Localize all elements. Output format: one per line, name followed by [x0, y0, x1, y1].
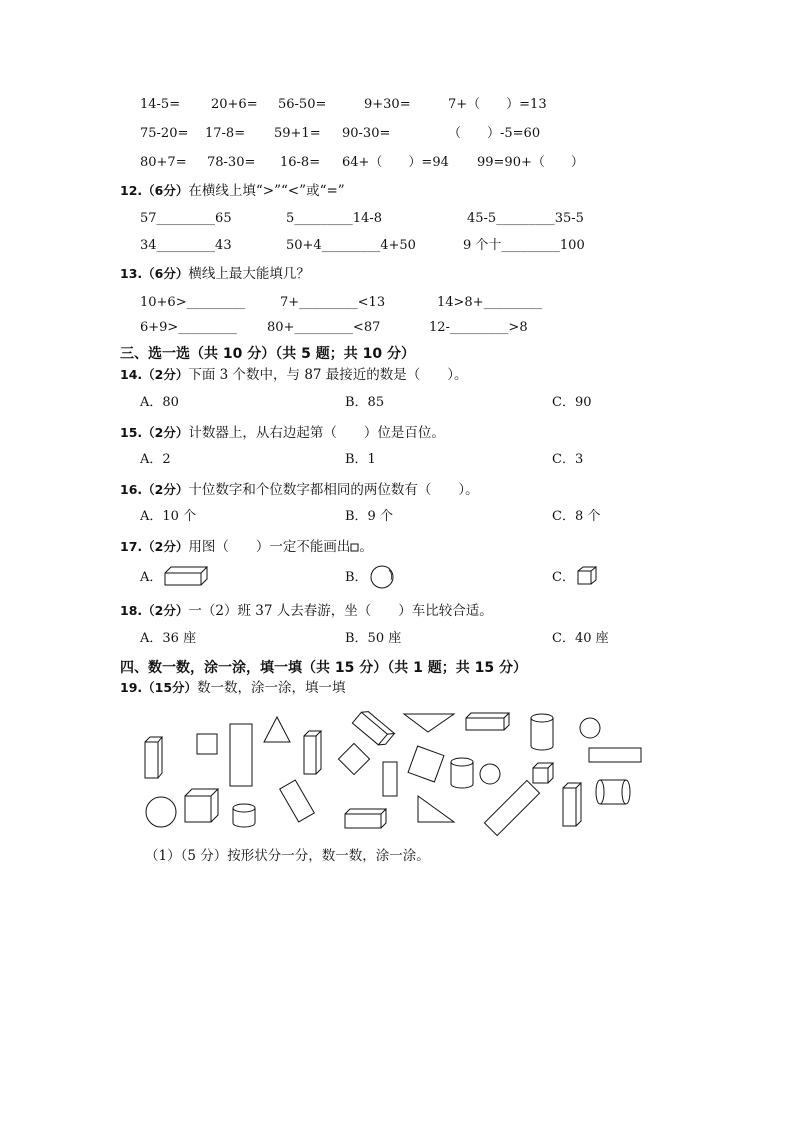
fill-item: 12-_________>8: [429, 320, 528, 335]
question-score: （2分）: [142, 425, 189, 440]
question-score: （2分）: [142, 539, 189, 554]
cube-shape: [533, 763, 553, 783]
question-number: 13.: [120, 266, 143, 281]
calc-item: 64+（ ）=94: [342, 155, 449, 170]
question-13: [120, 265, 310, 283]
question-score: （2分）: [142, 603, 189, 618]
square-shape: [408, 746, 444, 782]
question-score: （6分）: [142, 266, 189, 281]
cylinder-shape: [531, 714, 553, 750]
question-text: 在横线上填“>”“<”或“=”: [188, 183, 345, 199]
calc-item: 75-20=: [140, 126, 189, 141]
option-c[interactable]: C．40 座: [552, 631, 609, 646]
sphere-shape: [480, 764, 500, 784]
question-17: [120, 538, 373, 556]
question-score: （6分）: [142, 183, 189, 198]
question-19: [120, 679, 346, 697]
cylinder-shape: [596, 780, 630, 804]
option-b[interactable]: B．1: [345, 452, 376, 467]
question-text: 数一数，涂一涂，填一填: [197, 680, 346, 696]
rectangle-shape: [383, 762, 397, 796]
calc-item: 14-5=: [140, 97, 181, 112]
calc-item: 99=90+（ ）: [477, 155, 584, 170]
question-text-end: 。: [359, 539, 373, 555]
cube-icon: [576, 565, 598, 587]
section-heading: 四、数一数，涂一涂，填一填（共 15 分）（共 1 题；共 15 分）: [120, 660, 527, 676]
question-number: 17.: [120, 539, 143, 554]
square-shape: [197, 734, 217, 754]
option-a[interactable]: A．36 座: [140, 631, 197, 646]
option-a[interactable]: A．: [140, 570, 163, 585]
compare-item: 34_________43: [140, 238, 232, 253]
fill-item: 6+9>_________: [140, 320, 237, 335]
option-b[interactable]: B．85: [345, 395, 385, 410]
question-number: 15.: [120, 425, 143, 440]
calc-item: 56-50=: [278, 97, 327, 112]
option-c[interactable]: C．90: [552, 395, 592, 410]
option-a[interactable]: A．10 个: [140, 509, 197, 524]
rectangle-shape: [484, 780, 539, 835]
question-16: [120, 481, 479, 499]
triangle-shape: [404, 714, 454, 732]
question-number: 19.: [120, 680, 143, 695]
sphere-shape: [146, 797, 176, 827]
question-text: 用图（ ）一定不能画出: [188, 539, 351, 555]
calc-item: 9+30=: [364, 97, 411, 112]
compare-item: 50+4_________4+50: [286, 238, 416, 253]
calc-item: 20+6=: [211, 97, 258, 112]
calc-item: 17-8=: [205, 126, 246, 141]
fill-item: 10+6>_________: [140, 295, 246, 310]
question-text: 一（2）班 37 人去春游，坐（ ）车比较合适。: [188, 603, 493, 619]
option-b[interactable]: B．50 座: [345, 631, 402, 646]
option-a[interactable]: A．2: [140, 452, 171, 467]
rectangle-shape: [230, 724, 252, 786]
triangle-shape: [264, 717, 290, 742]
question-text: 下面 3 个数中，与 87 最接近的数是（ ）。: [188, 367, 468, 383]
calc-item: 16-8=: [280, 155, 321, 170]
calc-item: 78-30=: [207, 155, 256, 170]
rectangle-shape: [589, 748, 641, 762]
cuboid-shape: [345, 809, 386, 828]
question-number: 18.: [120, 603, 143, 618]
option-b[interactable]: B．: [345, 570, 368, 585]
compare-item: 45-5_________35-5: [467, 211, 584, 226]
option-c[interactable]: C．3: [552, 452, 584, 467]
fill-item: 80+_________<87: [267, 320, 381, 335]
question-number: 14.: [120, 367, 143, 382]
option-a[interactable]: A．80: [140, 395, 179, 410]
option-b[interactable]: B．9 个: [345, 509, 393, 524]
shapes-figure: [0, 700, 794, 840]
section-heading: 三、选一选（共 10 分）（共 5 题；共 10 分）: [120, 346, 415, 362]
question-18: [120, 602, 493, 620]
sphere-shape: [580, 718, 600, 738]
cuboid-shape: [563, 783, 581, 826]
question-score: （2分）: [142, 367, 189, 382]
calc-item: 59+1=: [274, 126, 321, 141]
calc-item: 90-30=: [342, 126, 391, 141]
question-15: [120, 424, 445, 442]
question-score: （15分）: [142, 680, 198, 695]
cube-shape: [185, 789, 218, 822]
cuboid-shape: [352, 708, 394, 748]
sub-question-1: （1）（5 分）按形状分一分，数一数，涂一涂。: [145, 848, 430, 864]
compare-item: 9 个十_________100: [463, 238, 585, 253]
cylinder-shape: [233, 804, 255, 827]
question-text: 横线上最大能填几？: [188, 266, 310, 282]
fill-item: 14>8+_________: [437, 295, 543, 310]
calc-item: （ ）-5=60: [448, 126, 541, 141]
question-number: 16.: [120, 482, 143, 497]
cuboid-icon: [163, 565, 209, 587]
question-14: [120, 366, 468, 384]
sphere-icon: [369, 564, 395, 590]
question-12: [120, 182, 345, 200]
compare-item: 57_________65: [140, 211, 232, 226]
option-c[interactable]: C．: [552, 570, 575, 585]
cuboid-shape: [304, 731, 321, 774]
calc-item: 80+7=: [140, 155, 187, 170]
triangle-shape: [418, 796, 454, 822]
option-c[interactable]: C．8 个: [552, 509, 601, 524]
calc-item: 7+（ ）=13: [448, 97, 547, 112]
cuboid-shape: [466, 713, 509, 730]
question-score: （2分）: [142, 482, 189, 497]
question-text: 十位数字和个位数字都相同的两位数有（ ）。: [188, 482, 479, 498]
small-square-icon: [350, 543, 359, 552]
rectangle-shape: [280, 780, 315, 822]
cylinder-shape: [451, 758, 473, 788]
question-text: 计数器上，从右边起第（ ）位是百位。: [188, 425, 445, 441]
cuboid-shape: [145, 737, 162, 778]
question-number: 12.: [120, 183, 143, 198]
compare-item: 5_________14-8: [286, 211, 382, 226]
fill-item: 7+_________<13: [280, 295, 386, 310]
square-shape: [338, 743, 369, 774]
